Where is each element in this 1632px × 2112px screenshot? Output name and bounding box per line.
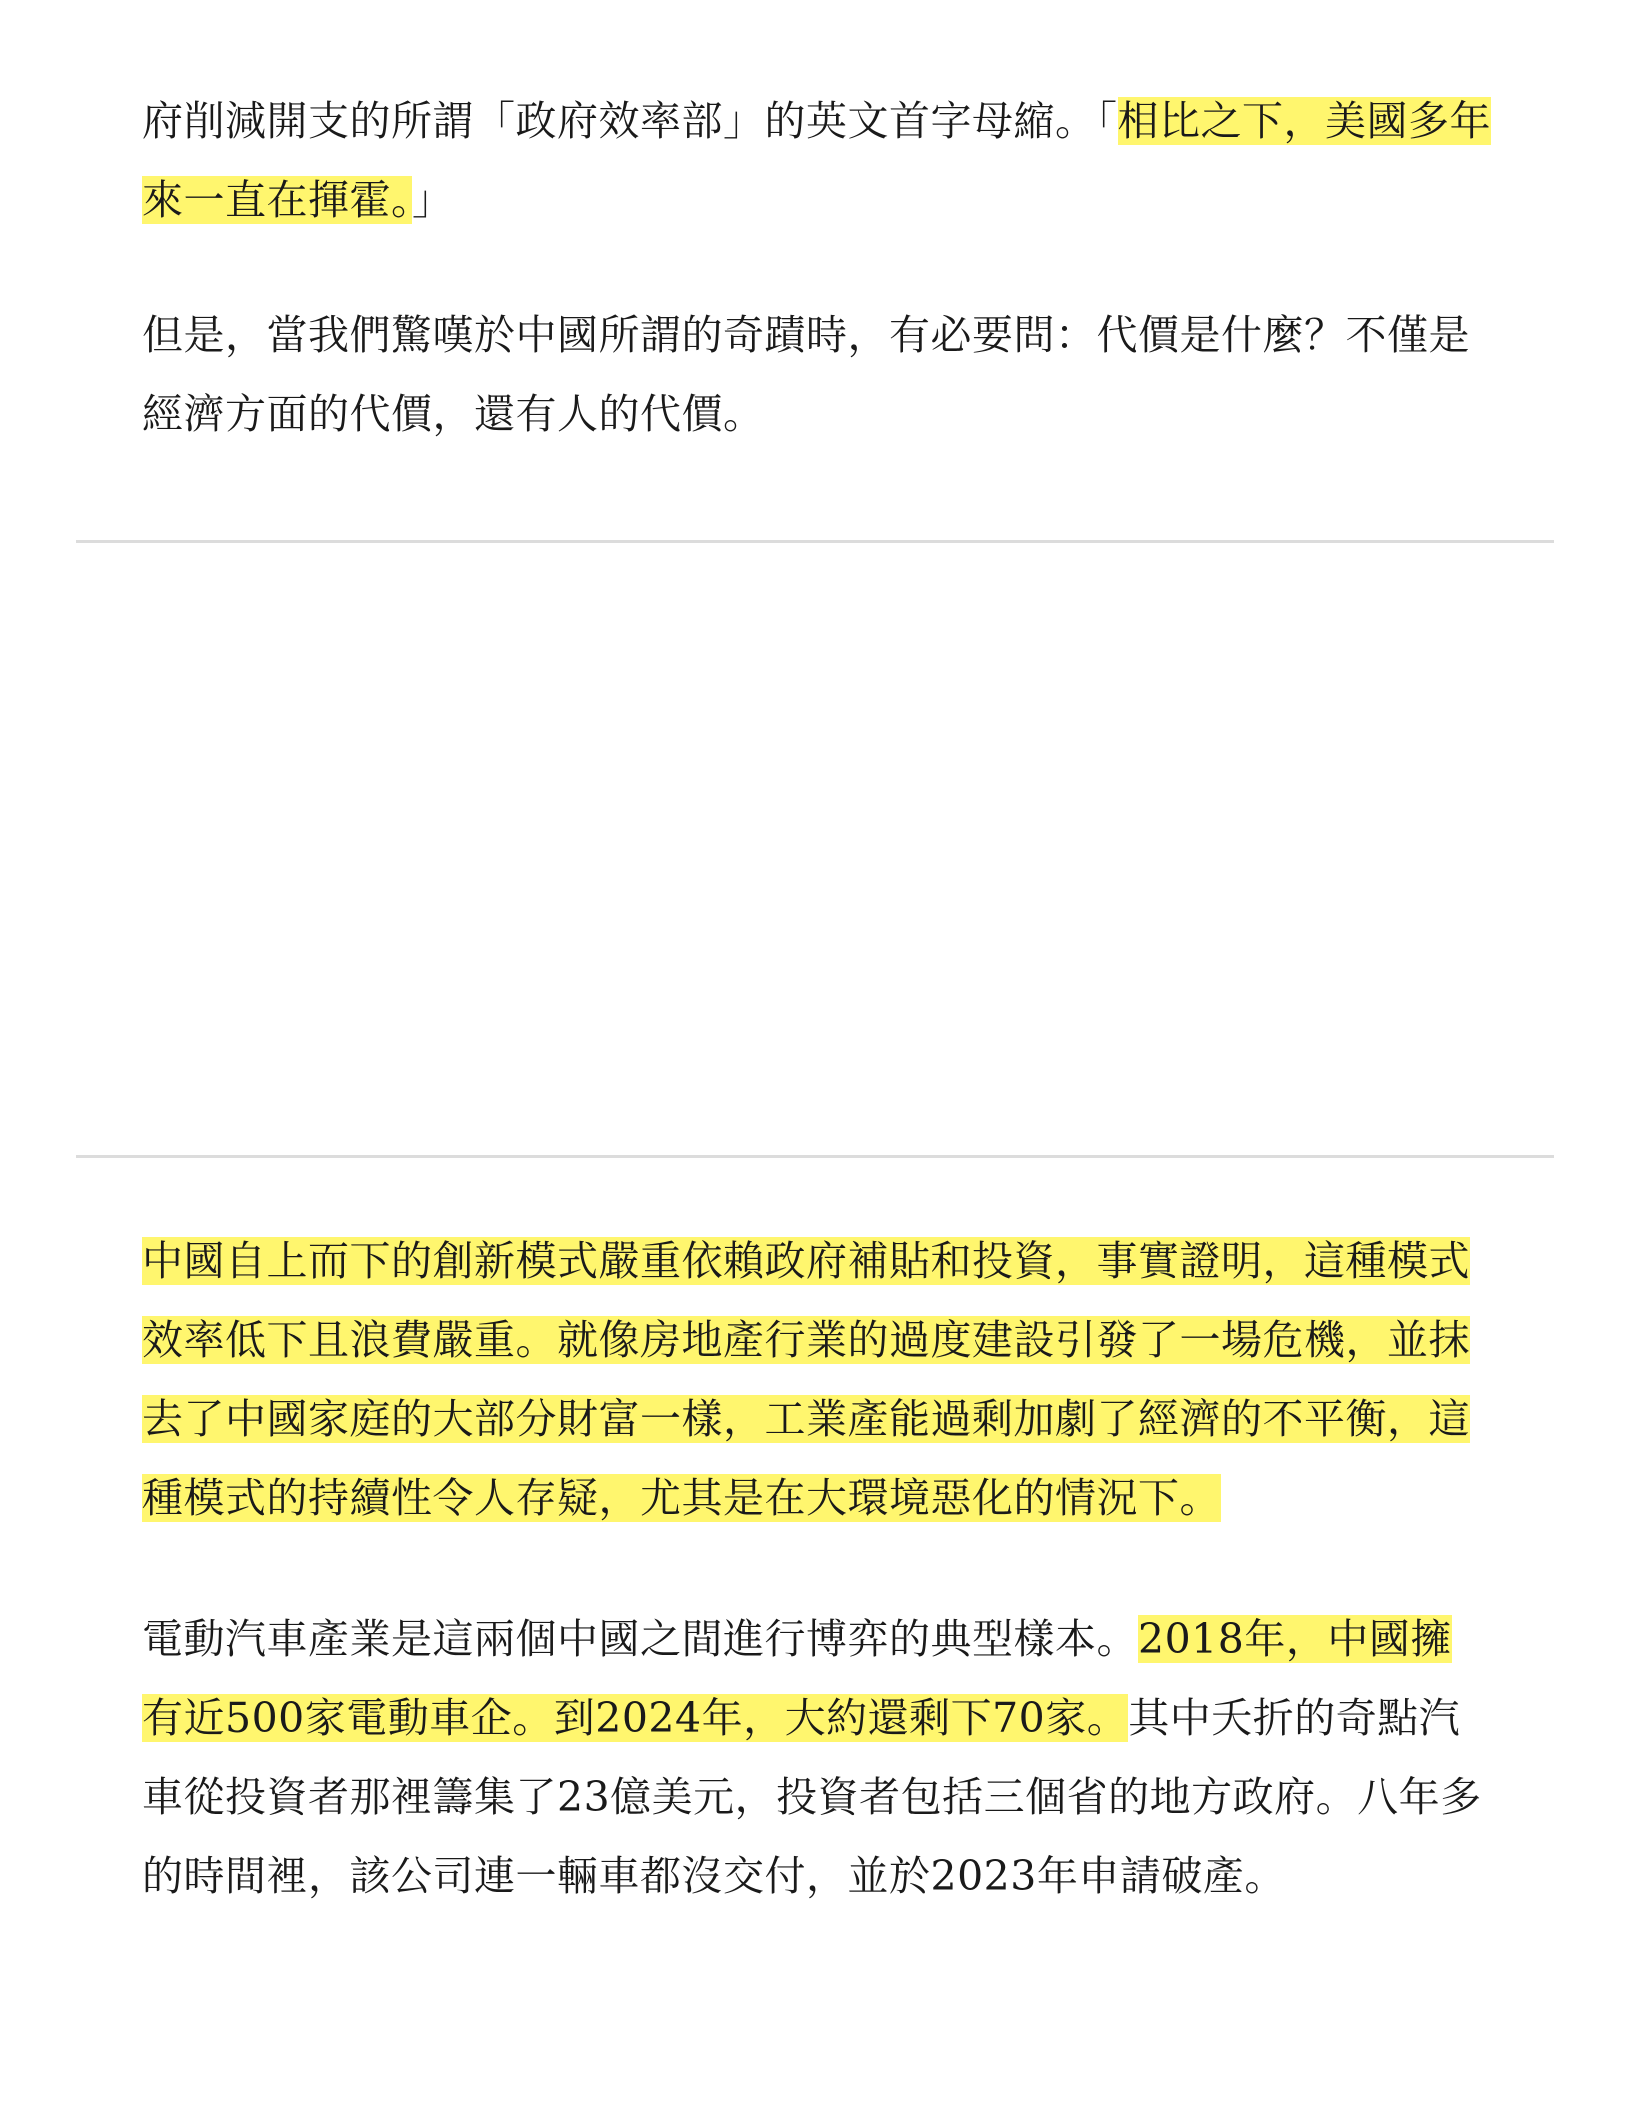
paragraph-innovation-model xyxy=(142,1222,1492,1538)
highlighted-text[interactable]: 2018年，中國擁有近500家電動車企。到2024年，大約還剩下70家。 xyxy=(142,1615,1452,1742)
paragraph-cost-question xyxy=(142,296,1492,454)
paragraph-text: 但是，當我們驚嘆於中國所謂的奇蹟時，有必要問：代價是什麼？不僅是經濟方面的代價，還有人的代價。 xyxy=(142,311,1470,438)
paragraph-text: 府削減開支的所謂「政府效率部」的英文首字母縮。「 xyxy=(142,97,1118,145)
paragraph-text: 其中夭折的奇點汽車從投資者那裡籌集了23億美元，投資者包括三個省的地方政府。八年多的時間裡，該公司連一輛車都沒交付，並於2023年申請破產。 xyxy=(142,1694,1482,1900)
section-divider-bottom xyxy=(76,1155,1554,1158)
paragraph-ev-industry xyxy=(142,1600,1492,1916)
paragraph-text: 」 xyxy=(412,176,454,224)
highlighted-text[interactable]: 相比之下，美國多年來一直在揮霍。 xyxy=(142,97,1491,224)
paragraph-text: 電動汽車產業是這兩個中國之間進行博弈的典型樣本。 xyxy=(142,1615,1138,1663)
highlighted-text[interactable]: 中國自上而下的創新模式嚴重依賴政府補貼和投資，事實證明，這種模式效率低下且浪費嚴重。就像房地產行業的過度建設引發了一場危機，並抹去了中國家庭的大部分財富一樣，工業產能過剩加劇了經濟的不平衡，這種模式的持續性令人存疑，尤其是在大環境惡化的情況下。 xyxy=(142,1237,1470,1522)
ad-slot-blank xyxy=(76,543,1554,1155)
paragraph-doge-quote xyxy=(142,82,1492,240)
